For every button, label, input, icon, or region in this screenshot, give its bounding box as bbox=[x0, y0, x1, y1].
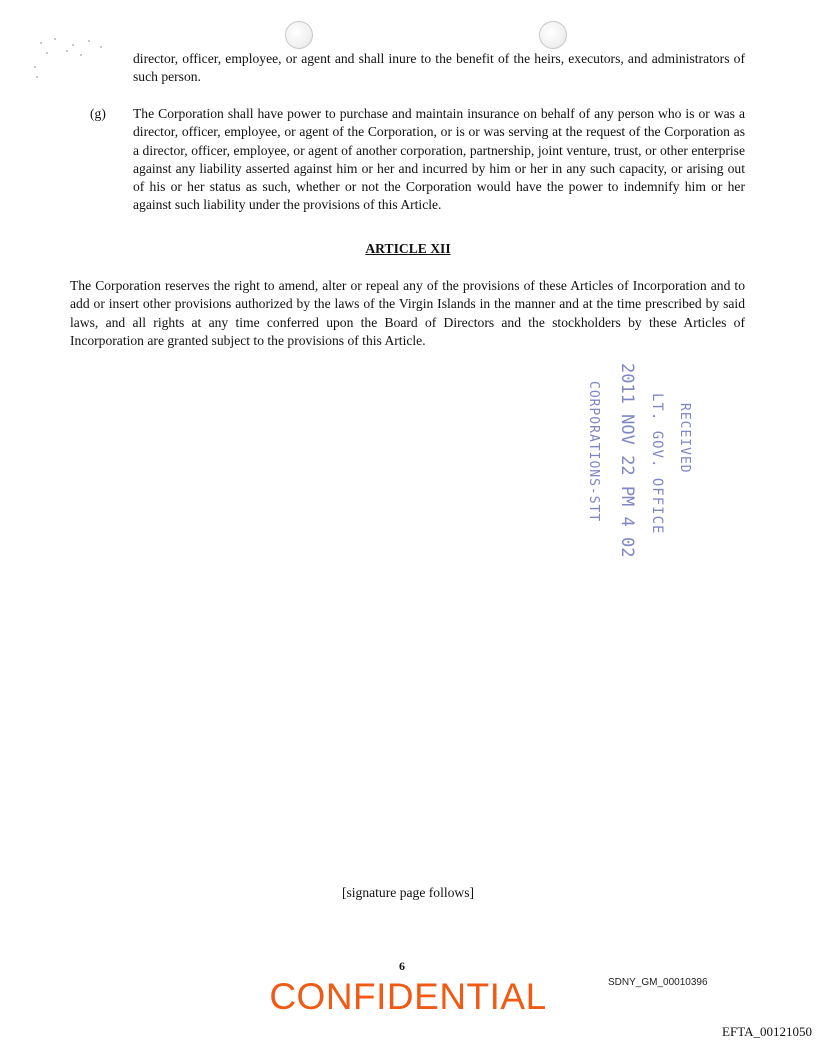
stamp-line-received: RECEIVED bbox=[677, 403, 692, 474]
stamp-line-office: LT. GOV. OFFICE bbox=[649, 393, 665, 535]
stamp-line-date: 2011 NOV 22 PM 4 02 bbox=[617, 363, 637, 558]
punch-hole-right bbox=[539, 21, 567, 49]
paragraph-g: The Corporation shall have power to purchase and maintain insurance on behalf of any person who is or was a director, officer, employee, or agent of the Corporation, or is or was serving at the request of the Corporation as a director, officer, employee, or agent of another corporation, partnership, joint venture, trust, or other enterprise against any liability asserted against him or her and incurred by him or her in any such capacity, or arising out of his or her status as such, whether or not the Corporation would have the power to indemnify him or her against such liability under the provisions of this Article. bbox=[133, 106, 745, 213]
article-paragraph: The Corporation reserves the right to amend, alter or repeal any of the provisions of these Articles of Incorporation and to add or insert other provisions authorized by the laws of the Virgin Islands in the manner and at the time prescribed by said laws, and all rights at any time conferred upon the Board of Directors and the stockholders by these Articles of Incorporation are granted subject to the provisions of this Article. bbox=[70, 278, 745, 348]
page-number: 6 bbox=[399, 959, 405, 973]
continuation-paragraph: director, officer, employee, or agent and shall inure to the benefit of the heirs, executors, and administrators of such person. bbox=[133, 51, 745, 85]
stamp-line-corporations: CORPORATIONS-STT bbox=[586, 381, 601, 523]
signature-note: [signature page follows] bbox=[341, 885, 475, 900]
confidential-label: CONFIDENTIAL bbox=[269, 976, 547, 1017]
paragraph-g-label: (g) bbox=[90, 106, 106, 121]
scan-specks bbox=[28, 36, 118, 86]
punch-hole-left bbox=[285, 21, 313, 49]
bates-number: SDNY_GM_00010396 bbox=[608, 977, 708, 988]
received-stamp bbox=[560, 363, 700, 558]
efta-id: EFTA_00121050 bbox=[722, 1024, 812, 1039]
article-heading: ARTICLE XII bbox=[365, 241, 451, 256]
